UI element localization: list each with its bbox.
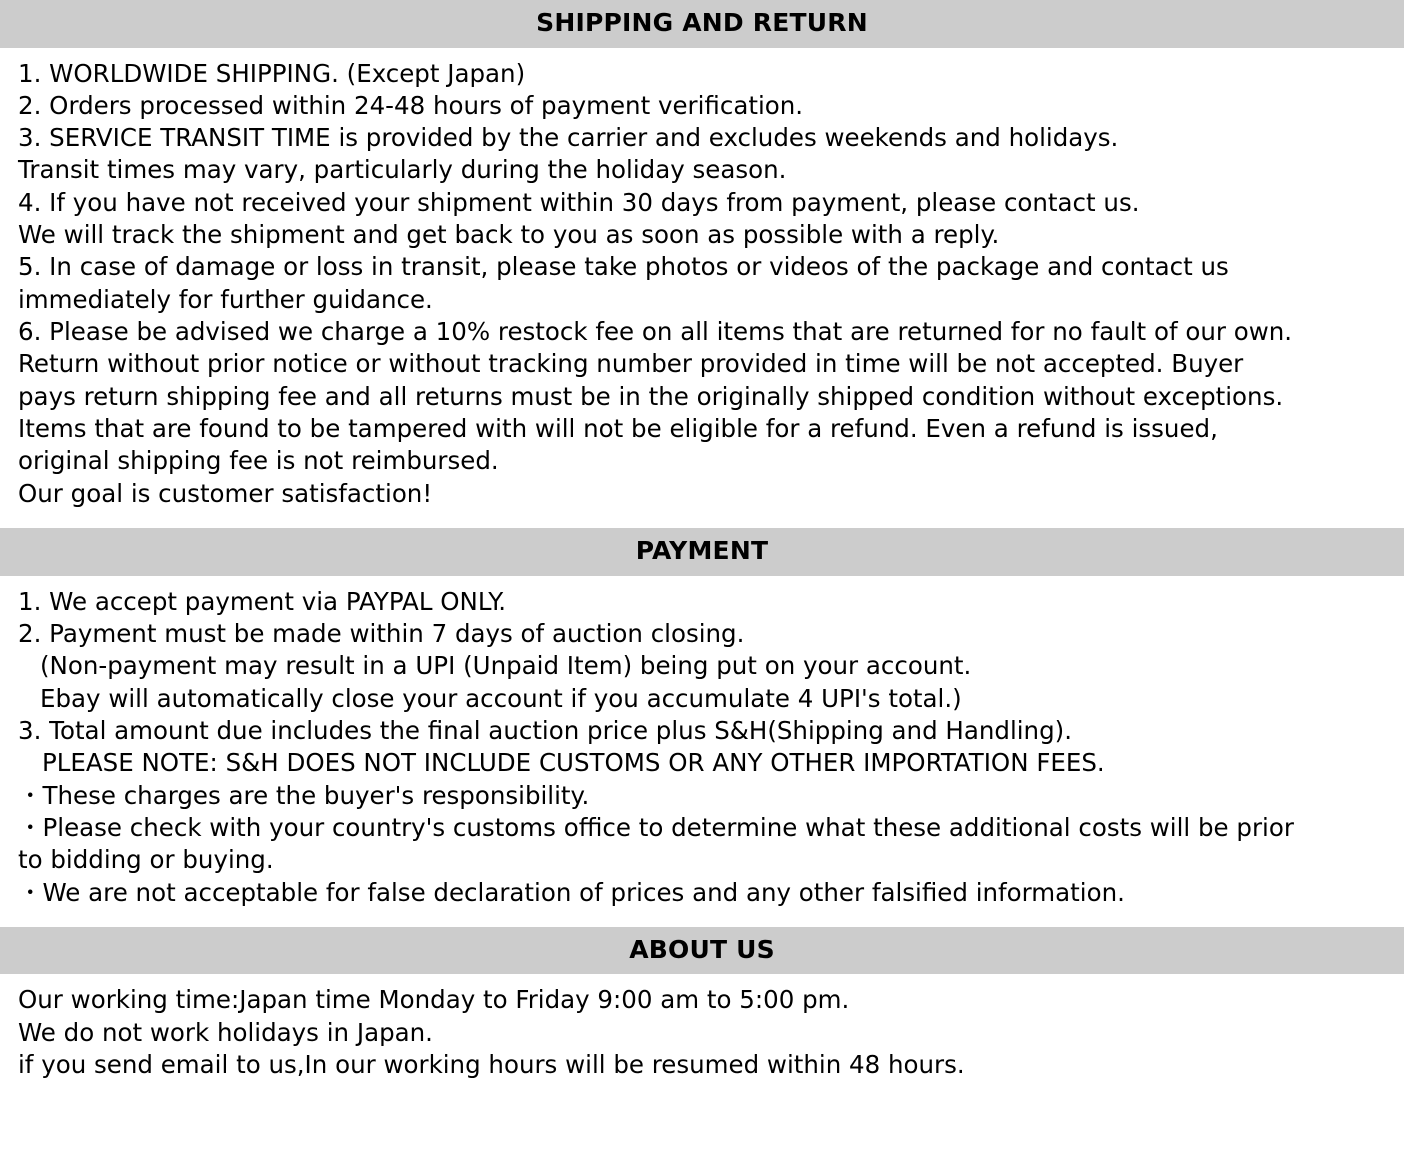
policy-line: to bidding or buying.	[18, 845, 274, 875]
policy-line: Return without prior notice or without tracking number provided in time will be not accepted. Buyer	[18, 349, 1244, 379]
policy-line: Transit times may vary, particularly during the holiday season.	[18, 155, 787, 185]
policy-line: Our goal is customer satisfaction!	[18, 478, 433, 508]
policy-line: 3. SERVICE TRANSIT TIME is provided by the carrier and excludes weekends and holidays.	[18, 123, 1119, 153]
section-divider	[0, 919, 1404, 927]
policy-line: 1. We accept payment via PAYPAL ONLY.	[18, 586, 507, 616]
section-header-shipping-and-return: SHIPPING AND RETURN	[0, 0, 1404, 48]
policy-line: 4. If you have not received your shipment within 30 days from payment, please contact us.	[18, 187, 1140, 217]
policy-line: 2. Orders processed within 24-48 hours of payment verification.	[18, 90, 804, 120]
policy-line: if you send email to us,In our working hours will be resumed within 48 hours.	[18, 1050, 965, 1080]
section-divider	[0, 520, 1404, 528]
policy-line: 6. Please be advised we charge a 10% restock fee on all items that are returned for no fault of our own.	[18, 317, 1293, 347]
policy-line: Our working time:Japan time Monday to Friday 9:00 am to 5:00 pm.	[18, 985, 850, 1015]
policy-line: We do not work holidays in Japan.	[18, 1017, 433, 1047]
policy-line: pays return shipping fee and all returns must be in the originally shipped condition without exceptions.	[18, 381, 1284, 411]
section-body-payment	[0, 576, 1404, 919]
page-bottom-space	[0, 1091, 1404, 1113]
policy-line: 2. Payment must be made within 7 days of auction closing.	[18, 618, 745, 648]
section-payment	[0, 528, 1404, 919]
policy-line: PLEASE NOTE: S&H DOES NOT INCLUDE CUSTOMS OR ANY OTHER IMPORTATION FEES.	[42, 748, 1105, 778]
section-header-payment: PAYMENT	[0, 528, 1404, 576]
policy-line: 3. Total amount due includes the final auction price plus S&H(Shipping and Handling).	[18, 715, 1072, 745]
policy-line: Ebay will automatically close your account if you accumulate 4 UPI's total.)	[40, 683, 962, 713]
policy-line: ・We are not acceptable for false declaration of prices and any other falsified information.	[18, 877, 1125, 907]
section-body-shipping-and-return	[0, 48, 1404, 521]
policy-line: ・Please check with your country's customs office to determine what these additional costs will be prior	[18, 812, 1294, 842]
policy-line: 5. In case of damage or loss in transit, please take photos or videos of the package and contact us	[18, 252, 1229, 282]
policy-line: Items that are found to be tampered with will not be eligible for a refund. Even a refund is issued,	[18, 414, 1218, 444]
policy-line: (Non-payment may result in a UPI (Unpaid Item) being put on your account.	[40, 651, 972, 681]
section-shipping-and-return	[0, 0, 1404, 520]
policy-line: We will track the shipment and get back to you as soon as possible with a reply.	[18, 220, 1000, 250]
policy-line: ・These charges are the buyer's responsibility.	[18, 780, 590, 810]
policy-line: original shipping fee is not reimbursed.	[18, 446, 499, 476]
section-header-about-us: ABOUT US	[0, 927, 1404, 975]
policy-line: 1. WORLDWIDE SHIPPING. (Except Japan)	[18, 58, 526, 88]
section-body-about-us	[0, 974, 1404, 1091]
section-about-us	[0, 927, 1404, 1091]
policy-line: immediately for further guidance.	[18, 284, 433, 314]
